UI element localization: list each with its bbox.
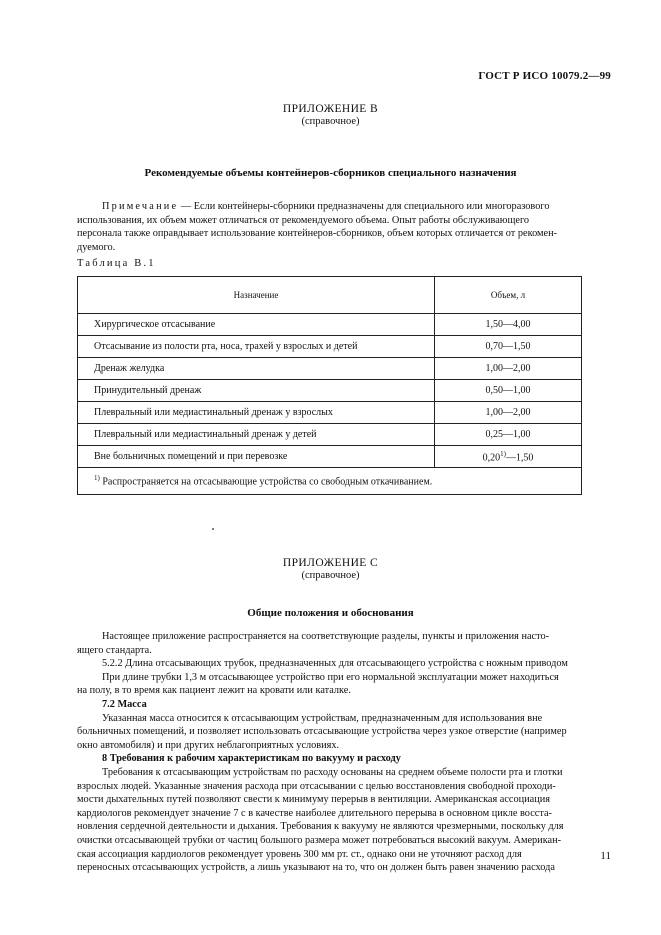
table-label: Таблица В.1: [77, 258, 156, 269]
table-row: Принудительный дренаж 0,50—1,00: [78, 380, 582, 402]
column-header-purpose: Назначение: [78, 277, 435, 314]
table-row: Дренаж желудка 1,00—2,00: [78, 358, 582, 380]
appendix-c-heading: Общие положения и обоснования: [247, 607, 414, 619]
note-paragraph: Примечание — Если контейнеры-сборники предназначены для специального или многоразового использования, их объем может отличаться от рекомендуемого объема. Опыт работы обслуживающего персонала также оправдывает использование контейнеров-сборников, объем которых отличается от рекомен- дуемого.: [77, 201, 558, 253]
section-8-heading: 8 Требования к рабочим характеристикам по вакууму и расходу: [102, 753, 401, 765]
table-row: Вне больничных помещений и при перевозке 0,20$^{1)}$—1,50: [78, 446, 582, 468]
page-number: 11: [600, 850, 611, 862]
column-header-volume: Объем, л: [435, 277, 582, 314]
table-row: Хирургическое отсасывание 1,50—4,00: [78, 314, 582, 336]
table-header-row: [78, 277, 582, 314]
appendix-b-heading: Рекомендуемые объемы контейнеров-сборников специального назначения: [144, 167, 517, 179]
appendix-c-title: ПРИЛОЖЕНИЕ С: [282, 557, 379, 569]
table-row: Плевральный или медиастинальный дренаж у детей 0,25—1,00: [78, 424, 582, 446]
volumes-table: [77, 276, 582, 495]
appendix-c-body: Настоящее приложение распространяется на соответствующие разделы, пункты и приложения насто- ящего стандарта. 5.2.2 Длина отсасывающих трубок, предназначенных для отсасывающего устройства с ножным приводом При длине трубки 1,3 м отсасывающее устройство при его нормальной эксплуатации может находиться на полу, в то время как пациент лежит на кровати или каталке. 7.2 Масса Указанная масса относится к отсасывающим устройствам, предназначенным для использования вне больничных помещений, и позволяет использовать отсасывающие устройства через узкое отверстие (например окно автомобиля) и при других неблагоприятных условиях. 8 Требования к рабочим характеристикам по вакууму и расходу Требования к отсасывающим устройствам по расходу основаны на среднем объеме полости рта и глотки взрослых людей. Указанные значения расхода при отсасывании с целью восстановления свободной проходи- мости дыхательных путей позволяют свести к минимуму перерыв в вентиляции. Американская ассоциация кардиологов рекомендует значение 7 с в качестве наиболее длительного перерыва в основном цикле восста- новления сердечной деятельности и дыхания. Требования к вакууму не являются чрезмерными, поскольку для очистки отсасывающей трубки от частиц большого размера может потребоваться высокий вакуум. Американ- ская ассоциация кардиологов рекомендует уровень 300 мм рт. ст., однако они не уточняют расход для переносных отсасывающих устройств, а лишь указывают на то, что он должен быть равен значению расхода: [77, 630, 582, 875]
table-row: Плевральный или медиастинальный дренаж у взрослых 1,00—2,00: [78, 402, 582, 424]
section-7-2-heading: 7.2 Масса: [102, 698, 147, 710]
table-footnote-row: $^{1)}$ Распространяется на отсасывающие устройства со свободным откачиванием.: [78, 468, 582, 495]
table-footnote: Распространяется на отсасывающие устройства со свободным откачиванием.: [99, 476, 433, 488]
appendix-c-subtitle: (справочное): [301, 570, 360, 581]
stray-dot: [212, 528, 214, 530]
appendix-b-subtitle: (справочное): [301, 116, 360, 127]
table-row: Отсасывание из полости рта, носа, трахей у взрослых и детей 0,70—1,50: [78, 336, 582, 358]
appendix-b-title: ПРИЛОЖЕНИЕ В: [282, 103, 379, 115]
note-label: Примечание: [102, 201, 179, 212]
document-header: ГОСТ Р ИСО 10079.2—99: [478, 70, 611, 82]
